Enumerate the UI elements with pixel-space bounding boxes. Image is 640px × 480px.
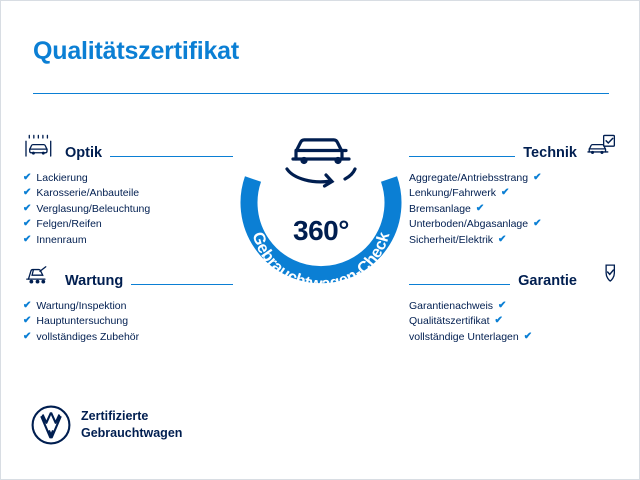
- section-wartung-header: [23, 263, 233, 289]
- section-garantie-header: [409, 263, 619, 289]
- list-item: [409, 329, 619, 345]
- badge-graphic: [227, 111, 415, 311]
- check-icon: ✔: [498, 233, 507, 245]
- section-wartung: [23, 263, 233, 345]
- list-item-label: Lenkung/Fahrwerk: [409, 187, 496, 200]
- check-icon: ✔: [23, 299, 32, 311]
- list-item-label: Hauptuntersuchung: [36, 315, 129, 328]
- check-icon: ✔: [475, 202, 485, 214]
- check-icon: ✔: [23, 315, 32, 327]
- car-360-icon: [287, 140, 355, 186]
- section-technik-list: [409, 170, 619, 248]
- footer-line-2: Gebrauchtwagen: [81, 426, 183, 440]
- section-technik-rule: [409, 156, 515, 157]
- list-item: [409, 170, 619, 186]
- list-item-label: Felgen/Reifen: [36, 218, 102, 231]
- list-item: [23, 217, 233, 233]
- list-item-label: Innenraum: [36, 233, 87, 246]
- check-icon: ✔: [494, 315, 503, 327]
- page-title: Qualitätszertifikat: [33, 37, 239, 65]
- vw-logo: [31, 405, 71, 445]
- list-item-label: Unterboden/Abgasanlage: [409, 218, 529, 231]
- list-item: [409, 314, 619, 330]
- check-icon: ✔: [533, 218, 542, 230]
- footer-text: [81, 408, 182, 442]
- list-item: [23, 298, 233, 314]
- list-item-label: Aggregate/Antriebsstrang: [409, 171, 529, 184]
- check-icon: ✔: [498, 299, 507, 311]
- section-technik-title: Technik: [523, 144, 577, 161]
- section-garantie-title: Garantie: [518, 272, 577, 289]
- list-item-label: Wartung/Inspektion: [36, 299, 127, 312]
- list-item: [23, 329, 233, 345]
- badge-curved-label: Gebrauchtwagen-Check: [248, 229, 394, 294]
- check-icon: ✔: [23, 202, 32, 214]
- section-garantie: [409, 263, 619, 345]
- list-item: [409, 201, 619, 217]
- list-item: [23, 201, 233, 217]
- list-item-label: Qualitätszertifikat: [409, 315, 490, 328]
- section-optik-list: [23, 170, 233, 248]
- list-item-label: vollständige Unterlagen: [409, 330, 519, 343]
- check-icon: ✔: [500, 187, 510, 199]
- list-item: [23, 232, 233, 248]
- list-item: [409, 217, 619, 233]
- list-item-label: Verglasung/Beleuchtung: [36, 202, 151, 215]
- list-item: [23, 186, 233, 202]
- section-optik-header: [23, 135, 233, 161]
- car-lift-icon: [23, 261, 57, 289]
- check-icon: ✔: [23, 187, 32, 199]
- list-item-label: vollständiges Zubehör: [36, 330, 140, 343]
- footer-line-1: Zertifizierte: [81, 409, 149, 424]
- check-icon: ✔: [523, 330, 533, 342]
- list-item: [409, 186, 619, 202]
- section-technik: [409, 135, 619, 248]
- section-optik-rule: [110, 156, 233, 157]
- section-optik-title: Optik: [65, 144, 103, 161]
- list-item: [409, 232, 619, 248]
- section-garantie-rule: [409, 284, 510, 285]
- list-item-label: Garantienachweis: [409, 299, 494, 312]
- section-garantie-list: [409, 298, 619, 345]
- badge-360-gebrauchtwagen-check: [227, 111, 415, 311]
- list-item-label: Bremsanlage: [409, 202, 471, 215]
- section-technik-header: [409, 135, 619, 161]
- list-item-label: Sicherheit/Elektrik: [409, 233, 494, 246]
- car-checklist-icon: [585, 133, 619, 161]
- section-wartung-list: [23, 298, 233, 345]
- check-icon: ✔: [533, 171, 542, 183]
- list-item: [23, 170, 233, 186]
- section-wartung-title: Wartung: [65, 272, 124, 289]
- shield-check-icon: [585, 261, 619, 289]
- list-item-label: Karosserie/Anbauteile: [36, 187, 140, 200]
- title-divider: [33, 93, 609, 94]
- section-wartung-rule: [131, 284, 233, 285]
- list-item: [23, 314, 233, 330]
- list-item-label: Lackierung: [36, 171, 88, 184]
- car-wash-icon: [23, 133, 57, 161]
- check-icon: ✔: [23, 171, 32, 183]
- badge-degrees: 360°: [293, 215, 349, 246]
- footer: [31, 405, 182, 445]
- section-optik: [23, 135, 233, 248]
- check-icon: ✔: [23, 233, 32, 245]
- check-icon: ✔: [23, 330, 32, 342]
- check-icon: ✔: [23, 218, 32, 230]
- list-item: [409, 298, 619, 314]
